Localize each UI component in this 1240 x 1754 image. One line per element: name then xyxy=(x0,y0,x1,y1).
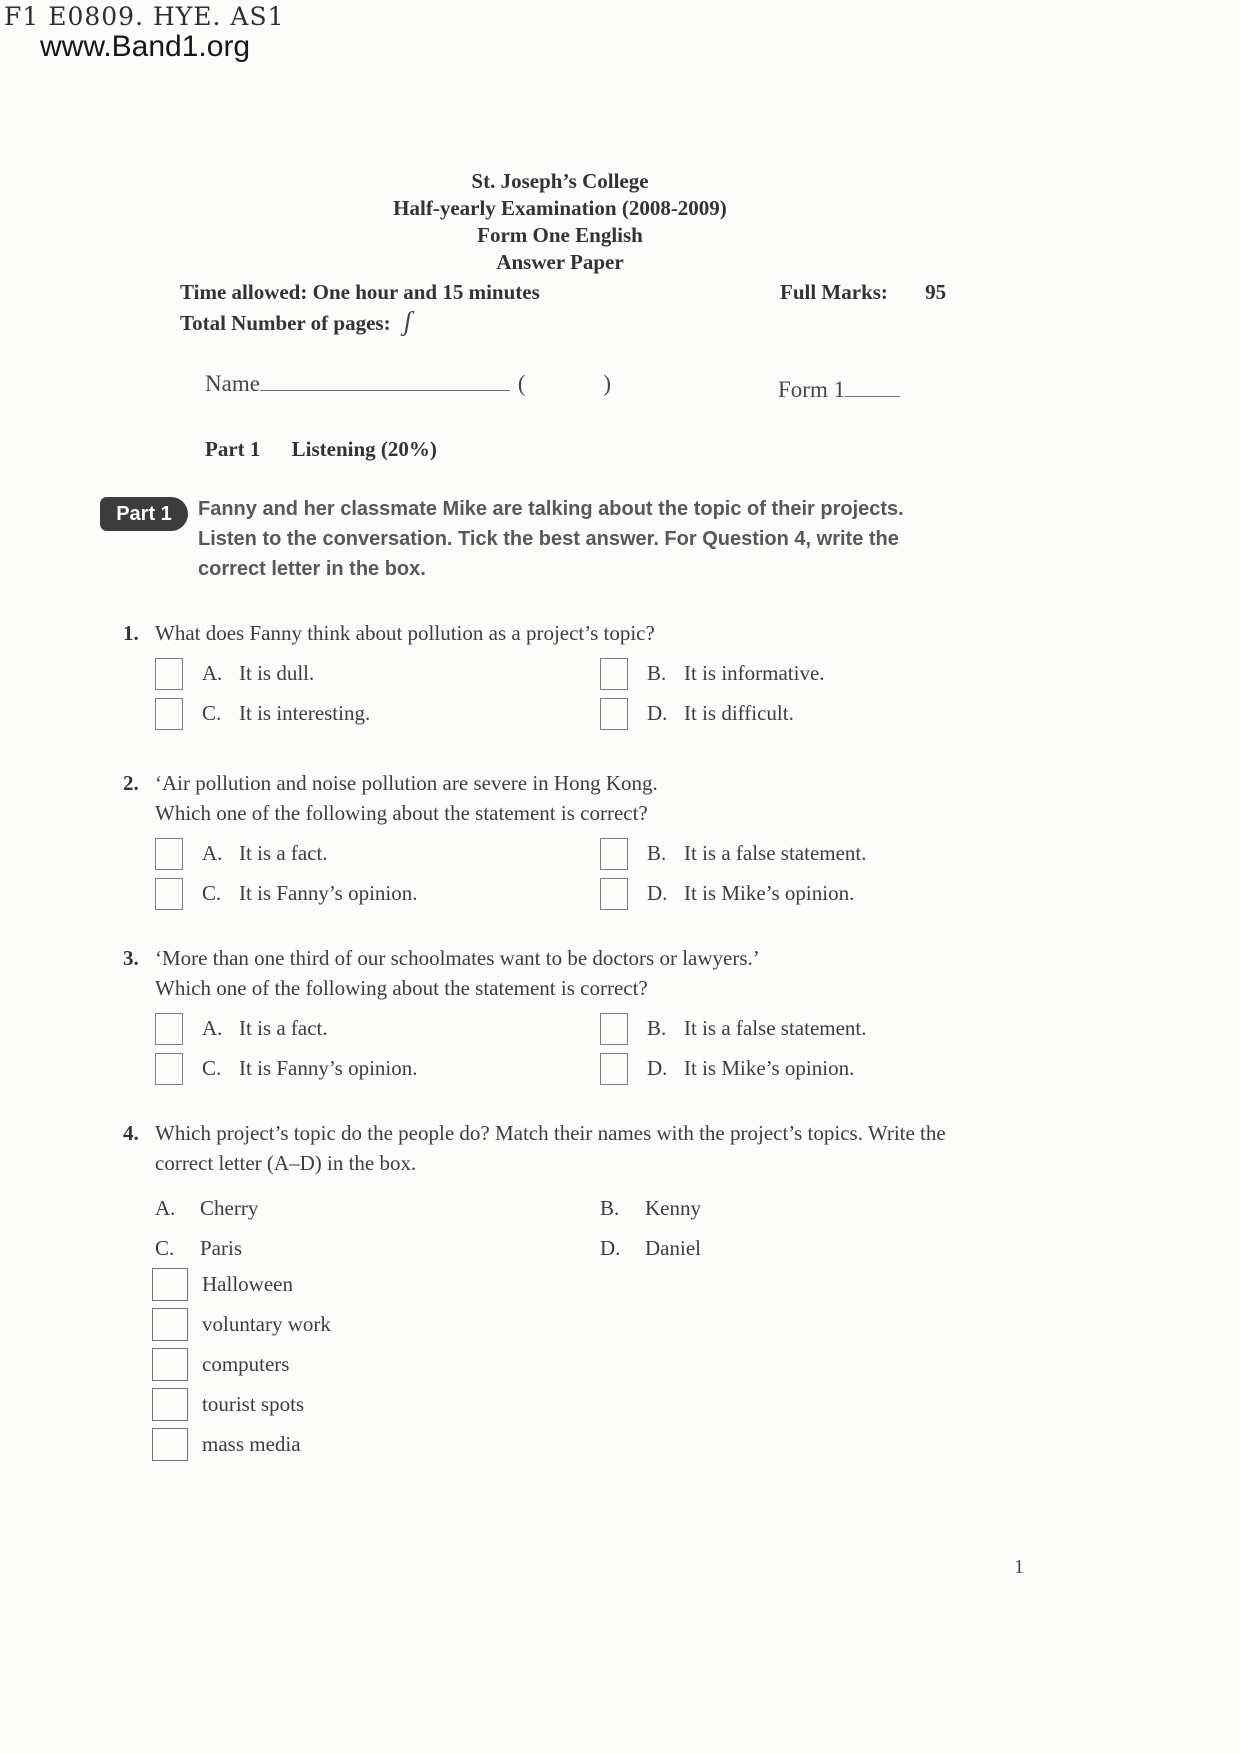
option-c xyxy=(155,698,600,730)
class-number-brackets[interactable]: ( ) xyxy=(517,371,647,396)
match-letter: B. xyxy=(600,1196,620,1220)
option-d xyxy=(600,878,1123,910)
question-text-line2: Which one of the following about the statement is correct? xyxy=(155,976,648,1000)
option-text: It is Mike’s opinion. xyxy=(684,881,855,905)
topic-row-voluntary-work xyxy=(152,1308,331,1341)
website-watermark: www.Band1.org xyxy=(40,30,251,63)
total-pages-label: Total Number of pages: xyxy=(180,311,391,335)
section-part-label: Part 1 xyxy=(205,437,261,461)
question-4-names xyxy=(155,1194,1123,1262)
name-input-line[interactable] xyxy=(260,368,510,391)
topic-label: mass media xyxy=(202,1432,301,1456)
question-2-options xyxy=(155,838,1123,910)
instruction-line: Listen to the conversation. Tick the best answer. For Question 4, write the xyxy=(198,528,899,550)
question-number: 2. xyxy=(123,771,139,795)
part1-badge: Part 1 xyxy=(100,497,188,531)
answer-checkbox-q1-a[interactable] xyxy=(155,658,183,690)
option-c xyxy=(155,1053,600,1085)
option-b xyxy=(600,658,1123,690)
topic-label: tourist spots xyxy=(202,1392,305,1416)
option-letter: D. xyxy=(647,1056,668,1080)
answer-checkbox-q1-d[interactable] xyxy=(600,698,628,730)
answer-checkbox-q3-b[interactable] xyxy=(600,1013,628,1045)
option-d xyxy=(600,1053,1123,1085)
option-c xyxy=(155,878,600,910)
option-a xyxy=(155,838,600,870)
match-answer-box-mass-media[interactable] xyxy=(152,1428,188,1461)
question-1-options xyxy=(155,658,1123,730)
match-answer-box-computers[interactable] xyxy=(152,1348,188,1381)
question-4-topics xyxy=(152,1268,331,1468)
name-row xyxy=(205,368,647,397)
option-letter: A. xyxy=(202,841,223,865)
subject-name: Form One English xyxy=(477,223,643,247)
total-pages xyxy=(180,306,412,337)
question-text-line2: Which one of the following about the statement is correct? xyxy=(155,801,648,825)
topic-label: voluntary work xyxy=(202,1312,331,1336)
full-marks-value: 95 xyxy=(925,280,947,304)
option-letter: B. xyxy=(647,841,667,865)
match-letter: A. xyxy=(155,1196,176,1220)
match-answer-box-tourist-spots[interactable] xyxy=(152,1388,188,1421)
section-heading xyxy=(205,437,437,462)
option-text: It is difficult. xyxy=(684,701,794,725)
answer-checkbox-q3-a[interactable] xyxy=(155,1013,183,1045)
option-text: It is interesting. xyxy=(239,701,371,725)
full-marks xyxy=(780,280,946,305)
question-1 xyxy=(123,618,1123,730)
option-text: It is Mike’s opinion. xyxy=(684,1056,855,1080)
topic-row-mass-media xyxy=(152,1428,331,1461)
topic-label: computers xyxy=(202,1352,290,1376)
question-number: 3. xyxy=(123,946,139,970)
answer-checkbox-q2-b[interactable] xyxy=(600,838,628,870)
topic-row-tourist-spots xyxy=(152,1388,331,1421)
option-letter: C. xyxy=(202,1056,222,1080)
name-label: Name xyxy=(205,371,260,396)
question-number: 4. xyxy=(123,1121,139,1145)
section-title: Listening (20%) xyxy=(291,437,437,461)
match-name-text: Cherry xyxy=(200,1196,259,1220)
question-text: ‘More than one third of our schoolmates want to be doctors or lawyers.’ xyxy=(155,946,760,970)
match-name-text: Daniel xyxy=(645,1236,701,1260)
answer-checkbox-q2-d[interactable] xyxy=(600,878,628,910)
match-name-text: Kenny xyxy=(645,1196,701,1220)
form-input-line[interactable] xyxy=(845,374,900,397)
answer-checkbox-q3-c[interactable] xyxy=(155,1053,183,1085)
option-text: It is a fact. xyxy=(239,841,328,865)
match-answer-box-voluntary-work[interactable] xyxy=(152,1308,188,1341)
instruction-line: correct letter in the box. xyxy=(198,558,426,580)
question-3 xyxy=(123,943,1123,1085)
handwritten-pages-value: ʃ xyxy=(403,306,412,336)
option-a xyxy=(155,1013,600,1045)
question-text: ‘Air pollution and noise pollution are severe in Hong Kong. xyxy=(155,771,658,795)
option-d xyxy=(600,698,1123,730)
topic-label: Halloween xyxy=(202,1272,293,1296)
answer-checkbox-q1-b[interactable] xyxy=(600,658,628,690)
option-b xyxy=(600,838,1123,870)
option-text: It is Fanny’s opinion. xyxy=(239,1056,418,1080)
title-block xyxy=(180,168,940,276)
time-allowed: Time allowed: One hour and 15 minutes xyxy=(180,280,540,304)
form-label: Form 1 xyxy=(778,377,846,402)
question-text: What does Fanny think about pollution as a project’s topic? xyxy=(155,621,655,645)
option-b xyxy=(600,1013,1123,1045)
option-letter: B. xyxy=(647,661,667,685)
document-code: F1 E0809. HYE. AS1 xyxy=(4,2,285,31)
option-letter: B. xyxy=(647,1016,667,1040)
answer-checkbox-q1-c[interactable] xyxy=(155,698,183,730)
option-text: It is informative. xyxy=(684,661,825,685)
match-name-text: Paris xyxy=(200,1236,242,1260)
match-name-b xyxy=(600,1194,1123,1222)
answer-checkbox-q2-a[interactable] xyxy=(155,838,183,870)
question-3-options xyxy=(155,1013,1123,1085)
option-text: It is Fanny’s opinion. xyxy=(239,881,418,905)
match-name-d xyxy=(600,1234,1123,1262)
option-letter: D. xyxy=(647,701,668,725)
option-text: It is a fact. xyxy=(239,1016,328,1040)
option-letter: A. xyxy=(202,661,223,685)
match-answer-box-halloween[interactable] xyxy=(152,1268,188,1301)
exam-name: Half-yearly Examination (2008-2009) xyxy=(393,196,727,220)
answer-checkbox-q2-c[interactable] xyxy=(155,878,183,910)
instruction-line: Fanny and her classmate Mike are talking about the topic of their projects. xyxy=(198,498,904,520)
question-text-line2: correct letter (A–D) in the box. xyxy=(155,1151,417,1175)
answer-checkbox-q3-d[interactable] xyxy=(600,1053,628,1085)
question-number: 1. xyxy=(123,621,139,645)
option-a xyxy=(155,658,600,690)
match-name-a xyxy=(155,1194,600,1222)
option-text: It is a false statement. xyxy=(684,1016,867,1040)
question-2 xyxy=(123,768,1123,910)
match-name-c xyxy=(155,1234,600,1262)
form-field xyxy=(778,374,900,403)
topic-row-computers xyxy=(152,1348,331,1381)
match-letter: C. xyxy=(155,1236,175,1260)
question-4 xyxy=(123,1118,1123,1262)
option-letter: C. xyxy=(202,701,222,725)
question-text: Which project’s topic do the people do? Match their names with the project’s topics. Write the xyxy=(155,1121,946,1145)
school-name: St. Joseph’s College xyxy=(471,169,649,193)
part1-instructions xyxy=(198,494,988,584)
option-letter: D. xyxy=(647,881,668,905)
match-letter: D. xyxy=(600,1236,621,1260)
page-number: 1 xyxy=(1014,1556,1024,1578)
option-text: It is a false statement. xyxy=(684,841,867,865)
topic-row-halloween xyxy=(152,1268,331,1301)
option-letter: A. xyxy=(202,1016,223,1040)
full-marks-label: Full Marks: xyxy=(780,280,888,304)
option-text: It is dull. xyxy=(239,661,315,685)
paper-type: Answer Paper xyxy=(496,250,624,274)
option-letter: C. xyxy=(202,881,222,905)
